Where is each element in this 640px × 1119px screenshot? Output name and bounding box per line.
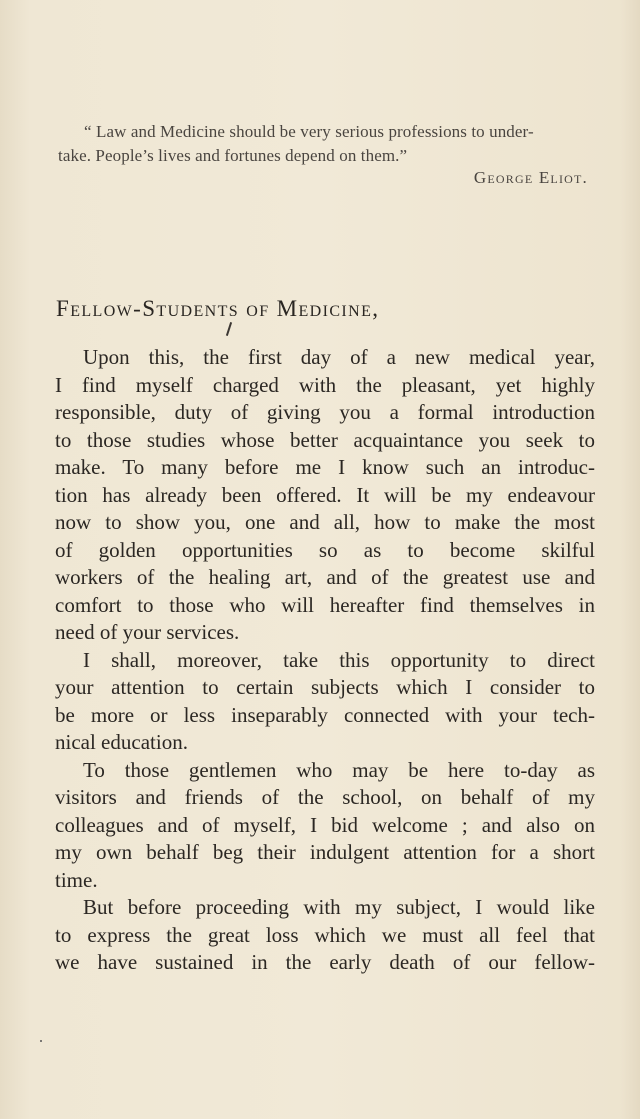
text-line: make. To many before me I know such an introduc- [55,455,595,479]
text-line: colleagues and of myself, I bid welcome ; and also on [55,812,595,837]
paragraph [55,894,595,977]
text-line: I find myself charged with the pleasant, yet highly [55,372,595,397]
text-line: visitors and friends of the school, on behalf of my [55,785,595,809]
text-line: to those studies whose better acquaintance you seek to [55,427,595,452]
text-line: comfort to those who will hereafter find themselves in [55,592,595,617]
text-line: To those gentlemen who may be here to-day as [83,757,595,782]
epigraph-line: “ Law and Medicine should be very serious professions to under- [84,122,534,141]
text-line: time. [55,867,98,892]
epigraph [58,120,593,168]
text-line: I shall, moreover, take this opportunity to direct [83,647,595,672]
text-line: need of your services. [55,620,240,644]
text-line: we have sustained in the early death of our fellow- [55,950,595,974]
text-line: my own behalf beg their indulgent attention for a short [55,840,595,864]
salutation-heading: Fellow-Students of Medicine, [56,296,380,321]
paragraph [55,344,595,647]
text-line: responsible, duty of giving you a formal introduction [55,400,595,424]
text-line: to express the great loss which we must all feel that [55,922,595,947]
text-line: But before proceeding with my subject, I would like [83,895,595,919]
text-line: workers of the healing art, and of the greatest use and [55,565,595,589]
ink-mark [226,322,232,336]
text-line: of golden opportunities so as to become skilful [55,537,595,562]
paragraph [55,647,595,757]
epigraph-line: take. People’s lives and fortunes depend on them.” [58,146,408,165]
text-line: now to show you, one and all, how to make the most [55,510,595,534]
text-line: your attention to certain subjects which I consider to [55,675,595,699]
epigraph-attribution: George Eliot. [473,168,588,187]
text-line: nical education. [55,730,188,754]
text-line: Upon this, the first day of a new medical year, [83,345,595,369]
paragraph [55,757,595,895]
body-text [55,344,595,977]
text-line: be more or less inseparably connected with your tech- [55,702,595,727]
paper-speck [40,1040,42,1042]
text-line: tion has already been offered. It will be my endeavour [55,482,595,507]
